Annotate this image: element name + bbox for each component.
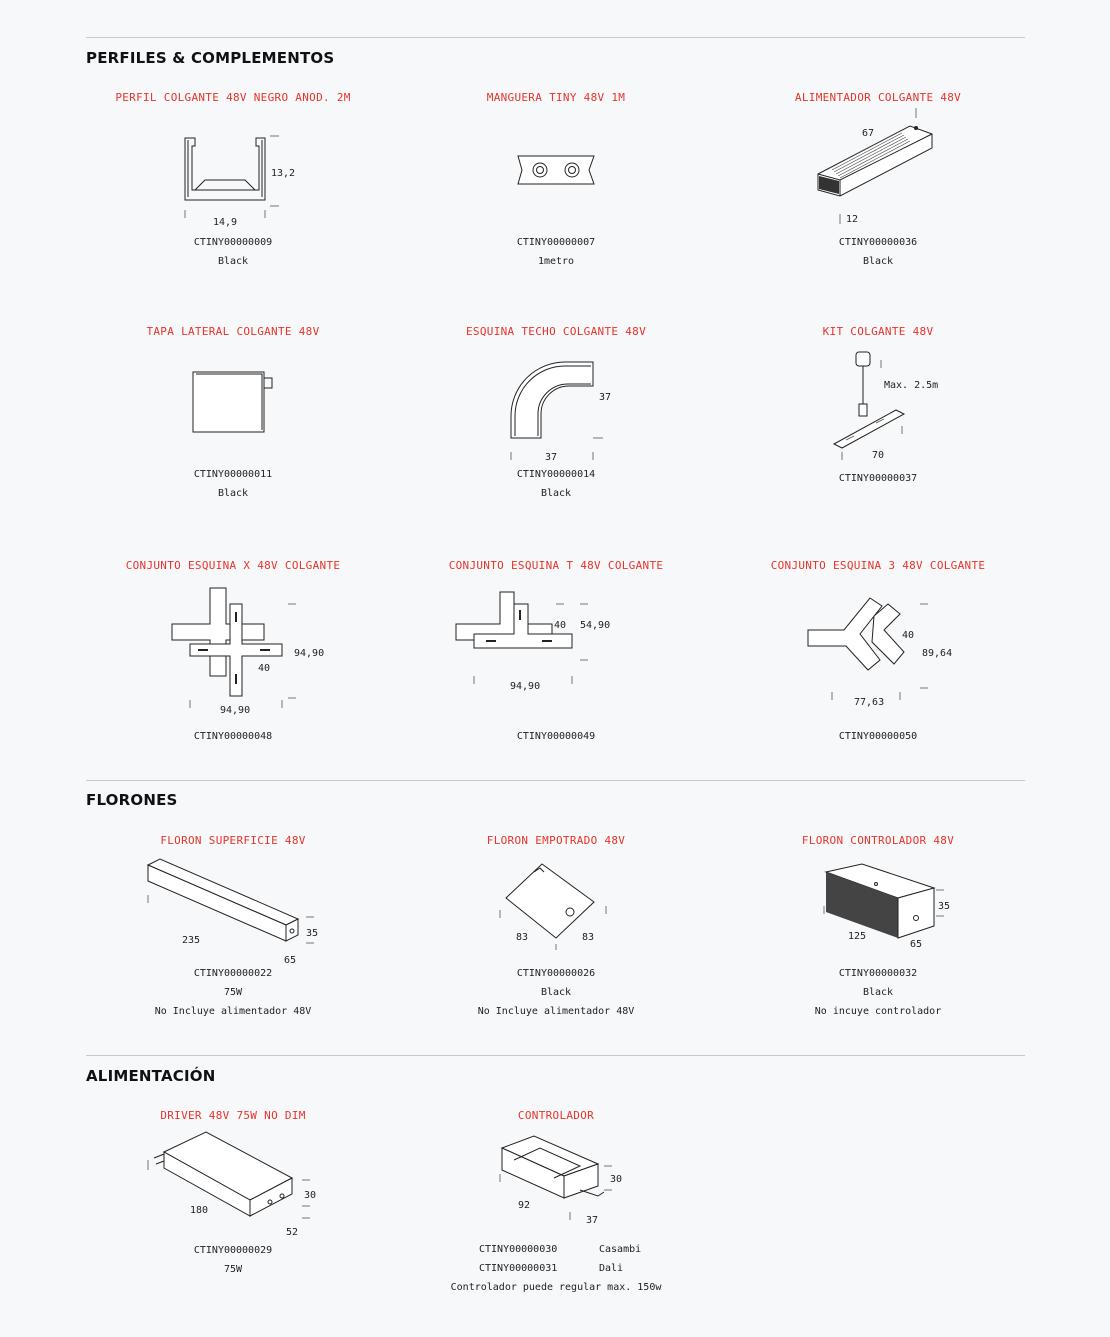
controller-drawing (494, 1130, 634, 1230)
product-code: CTINY00000026 (516, 968, 596, 979)
product-name: CONTROLADOR (517, 1109, 595, 1122)
product-detail: Black (217, 256, 249, 267)
product-detail: 75W (223, 1264, 243, 1275)
product-note: No incuye controlador (814, 1006, 942, 1017)
product-code: CTINY00000029 (193, 1245, 273, 1256)
product-card (406, 1109, 706, 1122)
product-code: CTINY00000050 (838, 731, 918, 742)
section-divider (86, 1055, 1025, 1056)
section-title-perfiles: PERFILES & COMPLEMENTOS (86, 49, 335, 67)
dim-label: 30 (304, 1190, 317, 1201)
dim-label: 37 (599, 392, 612, 403)
product-name: FLORON CONTROLADOR 48V (801, 834, 955, 847)
product-name: FLORON EMPOTRADO 48V (486, 834, 626, 847)
end-cap-drawing (188, 368, 280, 438)
product-code: CTINY00000031 (479, 1263, 558, 1274)
profile-drawing (175, 128, 305, 230)
corner-drawing (503, 356, 623, 464)
section-divider (86, 780, 1025, 781)
product-detail: Black (862, 256, 894, 267)
product-type: Dali (599, 1263, 624, 1274)
controller-variants (479, 1240, 641, 1278)
dim-label: 77,63 (854, 697, 885, 708)
dim-label: 89,64 (922, 648, 953, 659)
product-name: ALIMENTADOR COLGANTE 48V (794, 91, 962, 104)
product-code: CTINY00000037 (838, 473, 918, 484)
section-divider (86, 37, 1025, 38)
product-code: CTINY00000030 (479, 1244, 558, 1255)
product-name: CONJUNTO ESQUINA 3 48V COLGANTE (770, 559, 986, 572)
product-name: CONJUNTO ESQUINA T 48V COLGANTE (448, 559, 664, 572)
product-detail: Black (540, 488, 572, 499)
dim-label: 14,9 (213, 217, 238, 228)
product-name: DRIVER 48V 75W NO DIM (160, 1109, 306, 1122)
dim-label: 35 (306, 928, 319, 939)
hose-drawing (514, 152, 600, 190)
product-type: Casambi (599, 1244, 642, 1255)
dim-label: 30 (610, 1174, 623, 1185)
dim-label: 40 (554, 620, 567, 631)
product-code: CTINY00000032 (838, 968, 918, 979)
product-code: CTINY00000036 (838, 237, 918, 248)
hanging-kit-drawing (826, 348, 946, 464)
product-note: Controlador puede regular max. 150w (450, 1282, 662, 1293)
product-code: CTINY00000014 (516, 469, 596, 480)
dim-label: 52 (286, 1227, 299, 1238)
dim-label: Max. 2.5m (884, 380, 939, 391)
dim-label: 40 (258, 663, 271, 674)
controller-floron-drawing (816, 862, 956, 954)
product-code: CTINY00000009 (193, 237, 273, 248)
dim-label: 13,2 (271, 168, 296, 179)
product-code: CTINY00000011 (193, 469, 273, 480)
dim-label: 180 (190, 1205, 209, 1216)
dim-label: 37 (586, 1215, 599, 1226)
product-card (83, 325, 383, 499)
surface-floron-drawing (140, 855, 330, 967)
y-corner-drawing (800, 590, 960, 712)
product-name: CONJUNTO ESQUINA X 48V COLGANTE (125, 559, 341, 572)
dim-label: 94,90 (294, 648, 325, 659)
product-detail: Black (862, 987, 894, 998)
recessed-floron-drawing (494, 858, 614, 950)
product-name: FLORON SUPERFICIE 48V (160, 834, 306, 847)
dim-label: 94,90 (220, 705, 251, 716)
product-name: MANGUERA TINY 48V 1M (486, 91, 626, 104)
dim-label: 125 (848, 931, 867, 942)
table-row (479, 1259, 641, 1278)
product-detail: 75W (223, 987, 243, 998)
product-code: CTINY00000048 (193, 731, 273, 742)
dim-label: 35 (938, 901, 951, 912)
dim-label: 65 (910, 939, 923, 950)
dim-label: 40 (902, 630, 915, 641)
dim-label: 67 (862, 128, 875, 139)
product-card (406, 91, 706, 267)
product-note: No Incluye alimentador 48V (154, 1006, 312, 1017)
product-name: TAPA LATERAL COLGANTE 48V (146, 325, 320, 338)
product-name: PERFIL COLGANTE 48V NEGRO ANOD. 2M (115, 91, 351, 104)
product-detail: Black (540, 987, 572, 998)
feeder-drawing (810, 104, 945, 230)
dim-label: 65 (284, 955, 297, 966)
dim-label: 94,90 (510, 681, 541, 692)
dim-label: 12 (846, 214, 859, 225)
driver-drawing (142, 1128, 322, 1240)
section-title-florones: FLORONES (86, 791, 178, 809)
table-row (479, 1240, 641, 1259)
dim-label: 70 (872, 450, 885, 461)
dim-label: 54,90 (580, 620, 611, 631)
product-name: ESQUINA TECHO COLGANTE 48V (466, 325, 646, 338)
dim-label: 92 (518, 1200, 531, 1211)
dim-label: 37 (545, 452, 558, 463)
dim-label: 235 (182, 935, 201, 946)
dim-label: 83 (516, 932, 529, 943)
dim-label: 83 (582, 932, 595, 943)
product-detail: 1metro (537, 256, 575, 267)
section-title-alimentacion: ALIMENTACIÓN (86, 1067, 216, 1085)
t-corner-drawing (452, 588, 622, 694)
product-code: CTINY00000022 (193, 968, 273, 979)
x-corner-drawing (168, 584, 328, 718)
product-name: KIT COLGANTE 48V (822, 325, 934, 338)
product-detail: Black (217, 488, 249, 499)
product-code: CTINY00000049 (516, 731, 596, 742)
product-note: No Incluye alimentador 48V (477, 1006, 635, 1017)
product-code: CTINY00000007 (516, 237, 596, 248)
